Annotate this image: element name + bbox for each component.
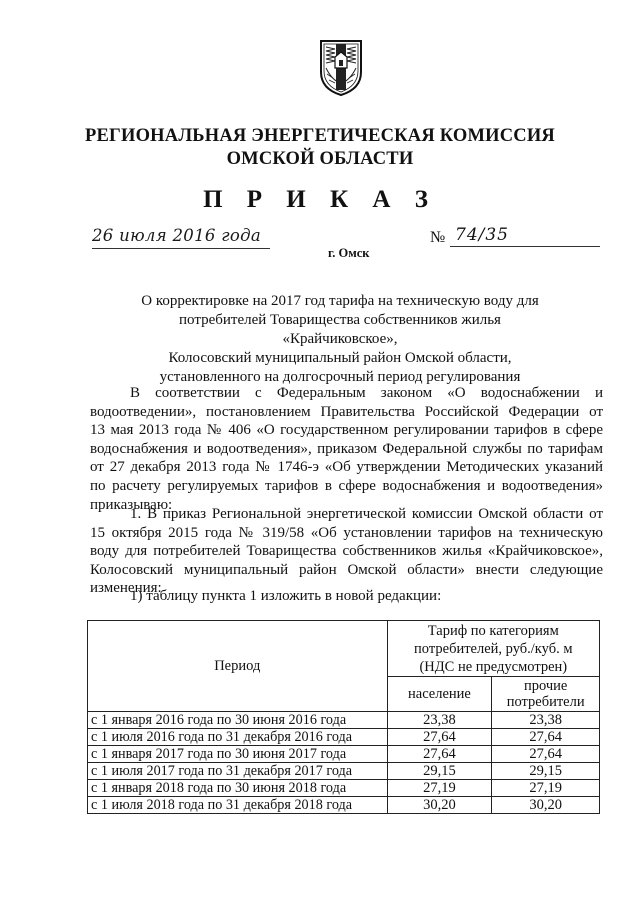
table-row bbox=[88, 780, 600, 797]
paragraph-line: 15 октября 2015 года № 319/58 «Об установлении тарифов на техническую bbox=[90, 524, 603, 541]
date-underline bbox=[92, 248, 270, 249]
other-tariff-cell: 27,19 bbox=[492, 780, 600, 797]
handwritten-number: 74/35 bbox=[455, 225, 509, 245]
column-header-population: население bbox=[387, 677, 492, 712]
paragraph-line: воду для потребителей Товарищества собственников жилья «Крайчиковское», bbox=[90, 543, 603, 560]
subject-line: О корректировке на 2017 год тарифа на техническую воду для bbox=[141, 293, 539, 309]
population-tariff-cell: 27,64 bbox=[387, 746, 492, 763]
period-cell: с 1 июля 2016 года по 31 декабря 2016 года bbox=[88, 729, 388, 746]
table-row bbox=[88, 712, 600, 729]
header-line: Тариф по категориям bbox=[427, 622, 559, 639]
column-header-period: Период bbox=[88, 621, 388, 712]
preamble-paragraph bbox=[90, 384, 603, 514]
table-row bbox=[88, 746, 600, 763]
other-tariff-cell: 30,20 bbox=[492, 797, 600, 814]
column-header-tariff bbox=[387, 621, 599, 677]
period-cell: с 1 января 2017 года по 30 июня 2017 года bbox=[88, 746, 388, 763]
paragraph-line: по расчету регулируемых тарифов в сфере водоснабжения и водоотведения» bbox=[90, 477, 603, 494]
paragraph-line: изменения: bbox=[90, 580, 162, 597]
document-type-title: П Р И К А З bbox=[203, 186, 437, 213]
other-tariff-cell: 27,64 bbox=[492, 729, 600, 746]
header-line: потребителей, руб./куб. м bbox=[414, 640, 573, 657]
subject-line: установленного на долгосрочный период регулирования bbox=[159, 369, 521, 385]
period-cell: с 1 июля 2017 года по 31 декабря 2017 года bbox=[88, 763, 388, 780]
population-tariff-cell: 29,15 bbox=[387, 763, 492, 780]
city-label: г. Омск bbox=[328, 246, 370, 260]
paragraph-line: 13 мая 2013 года № 406 «О государственном регулировании тарифов в сфере bbox=[90, 422, 603, 439]
subject-line: потребителей Товарищества собственников жилья «Крайчиковское», bbox=[179, 312, 501, 347]
coat-of-arms-emblem bbox=[318, 38, 364, 96]
paragraph-line: водоотведении», постановлением Правительства Российской Федерации от bbox=[90, 403, 603, 420]
header-line: (НДС не предусмотрен) bbox=[419, 658, 568, 675]
table-row bbox=[88, 729, 600, 746]
paragraph-line: водоснабжения и водоотведения», приказом Федеральной службы по тарифам bbox=[90, 440, 603, 457]
population-tariff-cell: 27,19 bbox=[387, 780, 492, 797]
organization-name-line2: ОМСКОЙ ОБЛАСТИ bbox=[226, 149, 414, 169]
amendment-paragraph bbox=[90, 505, 603, 598]
table-row bbox=[88, 797, 600, 814]
subject-line: Колосовский муниципальный район Омской области, bbox=[168, 350, 512, 366]
number-underline bbox=[450, 246, 600, 247]
header-line: прочие bbox=[523, 678, 568, 694]
paragraph-line: от 27 декабря 2013 года № 1746-э «Об утверждении Методических указаний bbox=[90, 459, 603, 476]
other-tariff-cell: 29,15 bbox=[492, 763, 600, 780]
tariff-table bbox=[87, 620, 600, 814]
header-line: потребители bbox=[506, 694, 585, 710]
organization-name-line1: РЕГИОНАЛЬНАЯ ЭНЕРГЕТИЧЕСКАЯ КОМИССИЯ bbox=[84, 126, 555, 146]
period-cell: с 1 июля 2018 года по 31 декабря 2018 года bbox=[88, 797, 388, 814]
population-tariff-cell: 27,64 bbox=[387, 729, 492, 746]
column-header-other-consumers bbox=[492, 677, 600, 712]
other-tariff-cell: 27,64 bbox=[492, 746, 600, 763]
population-tariff-cell: 30,20 bbox=[387, 797, 492, 814]
table-intro-paragraph: 1) таблицу пункта 1 изложить в новой редакции: bbox=[130, 588, 442, 604]
period-cell: с 1 января 2018 года по 30 июня 2018 года bbox=[88, 780, 388, 797]
number-label: № bbox=[430, 229, 446, 246]
handwritten-date: 26 июля 2016 года bbox=[92, 226, 261, 245]
population-tariff-cell: 23,38 bbox=[387, 712, 492, 729]
document-subject bbox=[120, 292, 560, 387]
table-row bbox=[88, 763, 600, 780]
other-tariff-cell: 23,38 bbox=[492, 712, 600, 729]
paragraph-line: В соответствии с Федеральным законом «О водоснабжении и bbox=[130, 385, 603, 401]
paragraph-line: 1. В приказ Региональной энергетической комиссии Омской области от bbox=[130, 506, 603, 522]
paragraph-line: приказываю: bbox=[90, 496, 173, 513]
period-cell: с 1 января 2016 года по 30 июня 2016 года bbox=[88, 712, 388, 729]
paragraph-line: Колосовский муниципальный район Омской области» внести следующие bbox=[90, 561, 603, 578]
